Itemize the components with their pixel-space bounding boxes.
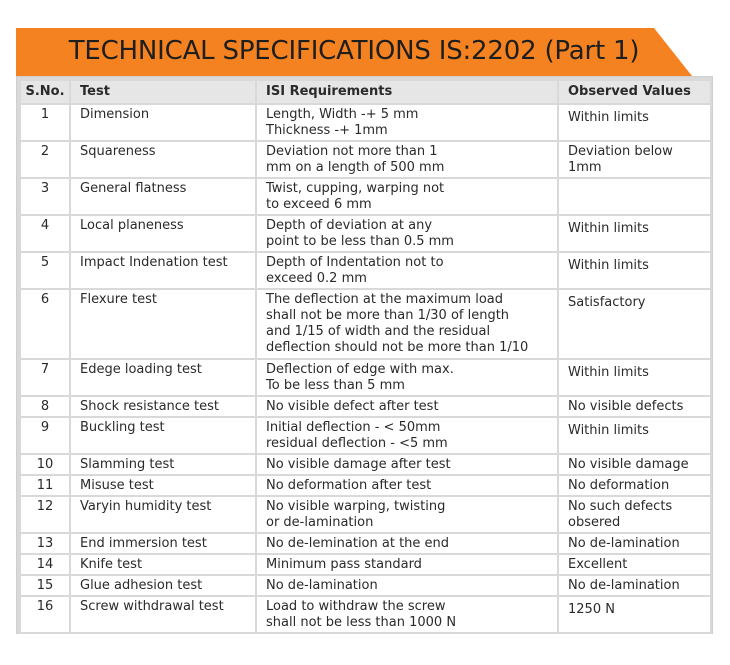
cell-observed bbox=[558, 496, 711, 533]
cell-observed bbox=[558, 252, 711, 289]
observed-line: No deformation bbox=[568, 478, 670, 493]
observed-line: No de-lamination bbox=[568, 578, 680, 593]
observed-line: 1250 N bbox=[568, 602, 615, 617]
requirement-line: or de-lamination bbox=[266, 515, 374, 530]
cell-sno: 11 bbox=[20, 475, 70, 496]
cell-sno: 8 bbox=[20, 396, 70, 417]
requirement-line: shall not be more than 1/30 of length bbox=[266, 308, 510, 323]
cell-requirement bbox=[256, 289, 558, 359]
spec-table bbox=[19, 79, 712, 634]
observed-line: Within limits bbox=[568, 258, 649, 273]
cell-observed bbox=[558, 575, 711, 596]
header-observed: Observed Values bbox=[558, 80, 711, 104]
cell-sno: 5 bbox=[20, 252, 70, 289]
cell-sno: 10 bbox=[20, 454, 70, 475]
cell-observed bbox=[558, 533, 711, 554]
cell-test: Buckling test bbox=[70, 417, 256, 454]
cell-sno: 15 bbox=[20, 575, 70, 596]
cell-test: Misuse test bbox=[70, 475, 256, 496]
requirement-line: The deflection at the maximum load bbox=[266, 292, 504, 307]
cell-requirement bbox=[256, 252, 558, 289]
cell-observed bbox=[558, 454, 711, 475]
cell-requirement bbox=[256, 533, 558, 554]
requirement-line: No deformation after test bbox=[266, 478, 432, 493]
requirement-line: Deflection of edge with max. bbox=[266, 362, 454, 377]
cell-test: General flatness bbox=[70, 178, 256, 215]
table-row bbox=[20, 596, 711, 633]
cell-test: Local planeness bbox=[70, 215, 256, 252]
requirement-line: To be less than 5 mm bbox=[266, 378, 405, 393]
cell-observed bbox=[558, 396, 711, 417]
table-row bbox=[20, 454, 711, 475]
cell-sno: 16 bbox=[20, 596, 70, 633]
cell-observed bbox=[558, 215, 711, 252]
cell-sno: 1 bbox=[20, 104, 70, 141]
table-row bbox=[20, 359, 711, 396]
cell-requirement bbox=[256, 359, 558, 396]
requirement-line: No visible defect after test bbox=[266, 399, 439, 414]
requirement-line: point to be less than 0.5 mm bbox=[266, 234, 454, 249]
observed-line: No such defects bbox=[568, 499, 673, 514]
title-banner bbox=[16, 28, 692, 76]
cell-requirement bbox=[256, 141, 558, 178]
observed-line: Within limits bbox=[568, 365, 649, 380]
requirement-line: Deviation not more than 1 bbox=[266, 144, 438, 159]
cell-sno: 3 bbox=[20, 178, 70, 215]
table-row bbox=[20, 554, 711, 575]
cell-test: Edege loading test bbox=[70, 359, 256, 396]
cell-sno: 13 bbox=[20, 533, 70, 554]
requirement-line: Depth of deviation at any bbox=[266, 218, 433, 233]
cell-sno: 7 bbox=[20, 359, 70, 396]
cell-requirement bbox=[256, 496, 558, 533]
cell-test: Knife test bbox=[70, 554, 256, 575]
table-row bbox=[20, 496, 711, 533]
cell-requirement bbox=[256, 178, 558, 215]
requirement-line: No visible warping, twisting bbox=[266, 499, 446, 514]
observed-line: obsered bbox=[568, 515, 621, 530]
header-sno: S.No. bbox=[20, 80, 70, 104]
cell-requirement bbox=[256, 104, 558, 141]
observed-line: Within limits bbox=[568, 221, 649, 236]
requirement-line: residual deflection - <5 mm bbox=[266, 436, 448, 451]
header-test: Test bbox=[70, 80, 256, 104]
requirement-line: Initial deflection - < 50mm bbox=[266, 420, 441, 435]
observed-line: Excellent bbox=[568, 557, 628, 572]
requirement-line: exceed 0.2 mm bbox=[266, 271, 367, 286]
cell-observed bbox=[558, 178, 711, 215]
cell-observed bbox=[558, 554, 711, 575]
cell-observed bbox=[558, 417, 711, 454]
spec-table-panel bbox=[16, 76, 713, 634]
cell-sno: 12 bbox=[20, 496, 70, 533]
table-row bbox=[20, 575, 711, 596]
requirement-line: No de-lemination at the end bbox=[266, 536, 450, 551]
cell-requirement bbox=[256, 575, 558, 596]
requirement-line: Length, Width -+ 5 mm bbox=[266, 107, 419, 122]
cell-observed bbox=[558, 359, 711, 396]
cell-test: Varyin humidity test bbox=[70, 496, 256, 533]
table-row bbox=[20, 289, 711, 359]
observed-line: Deviation below bbox=[568, 144, 673, 159]
observed-line: 1mm bbox=[568, 160, 602, 175]
cell-observed bbox=[558, 104, 711, 141]
cell-requirement bbox=[256, 596, 558, 633]
requirement-line: Twist, cupping, warping not bbox=[266, 181, 445, 196]
observed-line: No visible defects bbox=[568, 399, 684, 414]
cell-requirement bbox=[256, 215, 558, 252]
cell-observed bbox=[558, 289, 711, 359]
observed-line: Within limits bbox=[568, 110, 649, 125]
requirement-line: Minimum pass standard bbox=[266, 557, 422, 572]
cell-test: Shock resistance test bbox=[70, 396, 256, 417]
cell-test: Glue adhesion test bbox=[70, 575, 256, 596]
cell-sno: 2 bbox=[20, 141, 70, 178]
table-row bbox=[20, 141, 711, 178]
cell-test: Slamming test bbox=[70, 454, 256, 475]
cell-requirement bbox=[256, 417, 558, 454]
observed-line: Within limits bbox=[568, 423, 649, 438]
cell-test: Dimension bbox=[70, 104, 256, 141]
cell-test: Impact Indenation test bbox=[70, 252, 256, 289]
observed-line: No de-lamination bbox=[568, 536, 680, 551]
table-row bbox=[20, 533, 711, 554]
table-row bbox=[20, 104, 711, 141]
requirement-line: to exceed 6 mm bbox=[266, 197, 372, 212]
requirement-line: No de-lamination bbox=[266, 578, 378, 593]
cell-requirement bbox=[256, 554, 558, 575]
requirement-line: shall not be less than 1000 N bbox=[266, 615, 457, 630]
requirement-line: No visible damage after test bbox=[266, 457, 451, 472]
cell-test: Flexure test bbox=[70, 289, 256, 359]
cell-sno: 4 bbox=[20, 215, 70, 252]
cell-observed bbox=[558, 475, 711, 496]
cell-sno: 6 bbox=[20, 289, 70, 359]
table-row bbox=[20, 475, 711, 496]
requirement-line: deflection should not be more than 1/10 bbox=[266, 340, 529, 355]
cell-sno: 9 bbox=[20, 417, 70, 454]
cell-observed bbox=[558, 596, 711, 633]
requirement-line: Load to withdraw the screw bbox=[266, 599, 446, 614]
table-row bbox=[20, 417, 711, 454]
requirement-line: mm on a length of 500 mm bbox=[266, 160, 445, 175]
cell-requirement bbox=[256, 475, 558, 496]
cell-requirement bbox=[256, 454, 558, 475]
table-row bbox=[20, 215, 711, 252]
requirement-line: and 1/15 of width and the residual bbox=[266, 324, 491, 339]
page-title: TECHNICAL SPECIFICATIONS IS:2202 (Part 1) bbox=[68, 36, 640, 66]
table-header-row bbox=[20, 80, 711, 104]
cell-test: Screw withdrawal test bbox=[70, 596, 256, 633]
cell-requirement bbox=[256, 396, 558, 417]
cell-observed bbox=[558, 141, 711, 178]
table-row bbox=[20, 396, 711, 417]
observed-line: Satisfactory bbox=[568, 295, 646, 310]
table-row bbox=[20, 178, 711, 215]
requirement-line: Thickness -+ 1mm bbox=[266, 123, 388, 138]
table-row bbox=[20, 252, 711, 289]
observed-line: No visible damage bbox=[568, 457, 689, 472]
cell-test: Squareness bbox=[70, 141, 256, 178]
cell-sno: 14 bbox=[20, 554, 70, 575]
requirement-line: Depth of Indentation not to bbox=[266, 255, 444, 270]
header-requirements: ISI Requirements bbox=[256, 80, 558, 104]
cell-test: End immersion test bbox=[70, 533, 256, 554]
